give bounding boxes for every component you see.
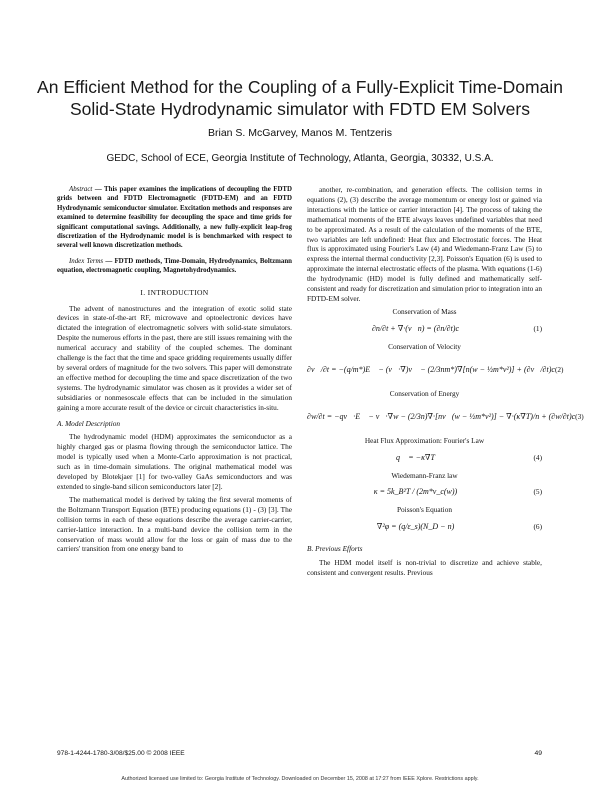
authors: Brian S. McGarvey, Manos M. Tentzeris (207, 127, 392, 139)
equation-6 (307, 516, 542, 538)
eq3-math: ∂w/∂t = −qv⃗·E⃗ − v⃗·∇w − (2/3n)∇·[nv⃗(w − ½m*v²)] − ∇·(κ∇T)/n + (∂w/∂t)c (307, 411, 576, 421)
intro-paragraph: The advent of nanostructures and the integration of exotic solid state devices in state-of-the-art RF, microwave and optoelectronic devices have dictated the integration of electromagnetic solvers with solid-state simulators. Despite the numerous efforts in the past, there are still issues remaining with the numerical accuracy and stability of the coupled schemes. The dominant challenge is the fact that the time and space gridding requirements usually differ by several orders of magnitude for the two solvers. This paper will demonstrate an effective method for decoupling the time and space discretization of the two systems. The hydrodynamic simulator was chosen as it provides a wider set of subsidiaries or nonmesoscale effects that can be included in the simulation gaining a more accurate result of the device or circuit characteristics in-situ. (57, 303, 292, 412)
equation-5 (307, 481, 542, 503)
affiliation: GEDC, School of ECE, Georgia Institute of Technology, Atlanta, Georgia, 30332, U.S.A. (106, 153, 494, 164)
right-column (307, 185, 584, 581)
eq2-label: Conservation of Velocity (388, 341, 461, 351)
eq6-label: Poisson's Equation (396, 505, 453, 515)
paper-title: An Efficient Method for the Coupling of a Fully-Explicit Time-Domain Solid-State Hydrodynamic simulator with FDTD EM Solvers (37, 77, 563, 119)
equation-4 (307, 447, 542, 469)
eq5-math: κ = 5k_B²T / (2m*v_c(w)) (373, 487, 458, 497)
eq4-label: Heat Flux Approximation: Fourier's Law (364, 435, 485, 445)
eq3-number: (3) (575, 411, 584, 421)
eq4-number: (4) (533, 452, 542, 462)
index-terms (57, 257, 292, 276)
section-heading-introduction: I. INTRODUCTION (140, 287, 209, 297)
eq1-number: (1) (533, 323, 542, 333)
equation-2 (307, 353, 564, 387)
index-terms-label: Index Terms (69, 257, 104, 265)
model-paragraph-1: The hydrodynamic model (HDM) approximates the semiconductor as a highly charged gas or plasma flowing through the semiconductor lattice. The model is typically used when a Monte-Carlo approximation is not practical, such as in time-domain simulations. The original mathematical model was developed by Blotekjaer [1] for two-valley GaAs semiconductors and was extended to single-band silicon semiconductors later [2]. (57, 432, 292, 491)
eq2-number: (2) (554, 364, 564, 374)
license-notice: Authorized licensed use limited to: Georgia Institute of Technology. Downloaded on December 15, 2008 at 17:27 from IEEE Xplore. Restrictions apply. (121, 776, 479, 782)
eq1-math: ∂n/∂t + ∇·(v⃗n) = (∂n/∂t)c (371, 323, 460, 333)
eq2-math: ∂v⃗/∂t = −(q/m*)E⃗ − (v⃗·∇)v⃗ − (2/3nm*)∇[n(w − ½m*v²)] + (∂v⃗/∂t)c (307, 364, 555, 374)
right-paragraph-1: another, re-combination, and generation effects. The collision terms in equations (2), (3) describe the average momentum or energy lost or gained via interactions with the lattice or carrier interaction [4]. The process of taking the mathematical moments of the BTE always leaves undefined variables that need to be approximated. As a result of the calculation of the moments of the BTE, two variables are left undefined: Heat flux and Electrostatic forces. The Heat flux is approximated using Fourier's Law (4) and Wiedemann-Franz Law (5) to express the internal thermal conductivity [2,3]. Poisson's Equation (6) is used to approximate the internal electrostatic effects of the plasma. With equations (1-6) the hydrodynamic (HD) model is fully defined and mathematically self-consistent and ready for discretization and simulation prior to integration into an FDTD-EM solver. (307, 185, 542, 303)
abstract (57, 185, 292, 251)
abstract-text: — This paper examines the implications of decoupling the FDTD grids between and FDTD Electromagnetic (FDTD-EM) and an FDTD Hydrodynamic semiconductor simulator. Excitation methods and responses are examined to determine feasibility for decoupling the space and time grids for significant computational savings. Additionally, a new fully-explicit leap-frog discretization of the Hydrodynamic model is is benchmarked with respect to several well known discretization methods. (57, 186, 293, 250)
equation-1 (307, 318, 542, 340)
page-number: 49 (534, 750, 542, 757)
eq6-number: (6) (533, 522, 542, 532)
left-column (57, 185, 292, 557)
subsection-heading-model: A. Model Description (57, 418, 121, 428)
abstract-label: Abstract (69, 186, 93, 193)
index-terms-text: — FDTD methods, Time-Domain, Hydrodynamics, Boltzmann equation, electromagnetic coupling, Magnetohydrodynamics. (57, 257, 292, 275)
eq5-number: (5) (533, 487, 542, 497)
subsection-heading-previous: B. Previous Efforts (307, 544, 363, 554)
eq1-label: Conservation of Mass (392, 306, 457, 316)
eq3-label: Conservation of Energy (389, 388, 460, 398)
previous-paragraph: The HDM model itself is non-trivial to discretize and achieve stable, consistent and convergent results. Previous (307, 558, 542, 578)
eq4-math: q⃗ = −κ∇T (396, 452, 435, 462)
copyright-footer: 978-1-4244-1780-3/08/$25.00 © 2008 IEEE (57, 750, 185, 757)
model-paragraph-2: The mathematical model is derived by taking the first several moments of the Boltzmann Transport Equation (BTE) producing equations (1) - (3) [3]. The collision terms in each of these equations describe the average carrier-carrier, carrier-lattice interaction. In a multi-band device the collision term in the conservation of mass would allow for the loss or gain of mass due to the carriers' transition from one energy band to (57, 494, 292, 554)
eq5-label: Wiedemann-Franz law (391, 470, 458, 480)
eq6-math: ∇²φ = (q/ε_s)(N_D − n) (376, 522, 455, 532)
equation-3 (307, 400, 584, 434)
